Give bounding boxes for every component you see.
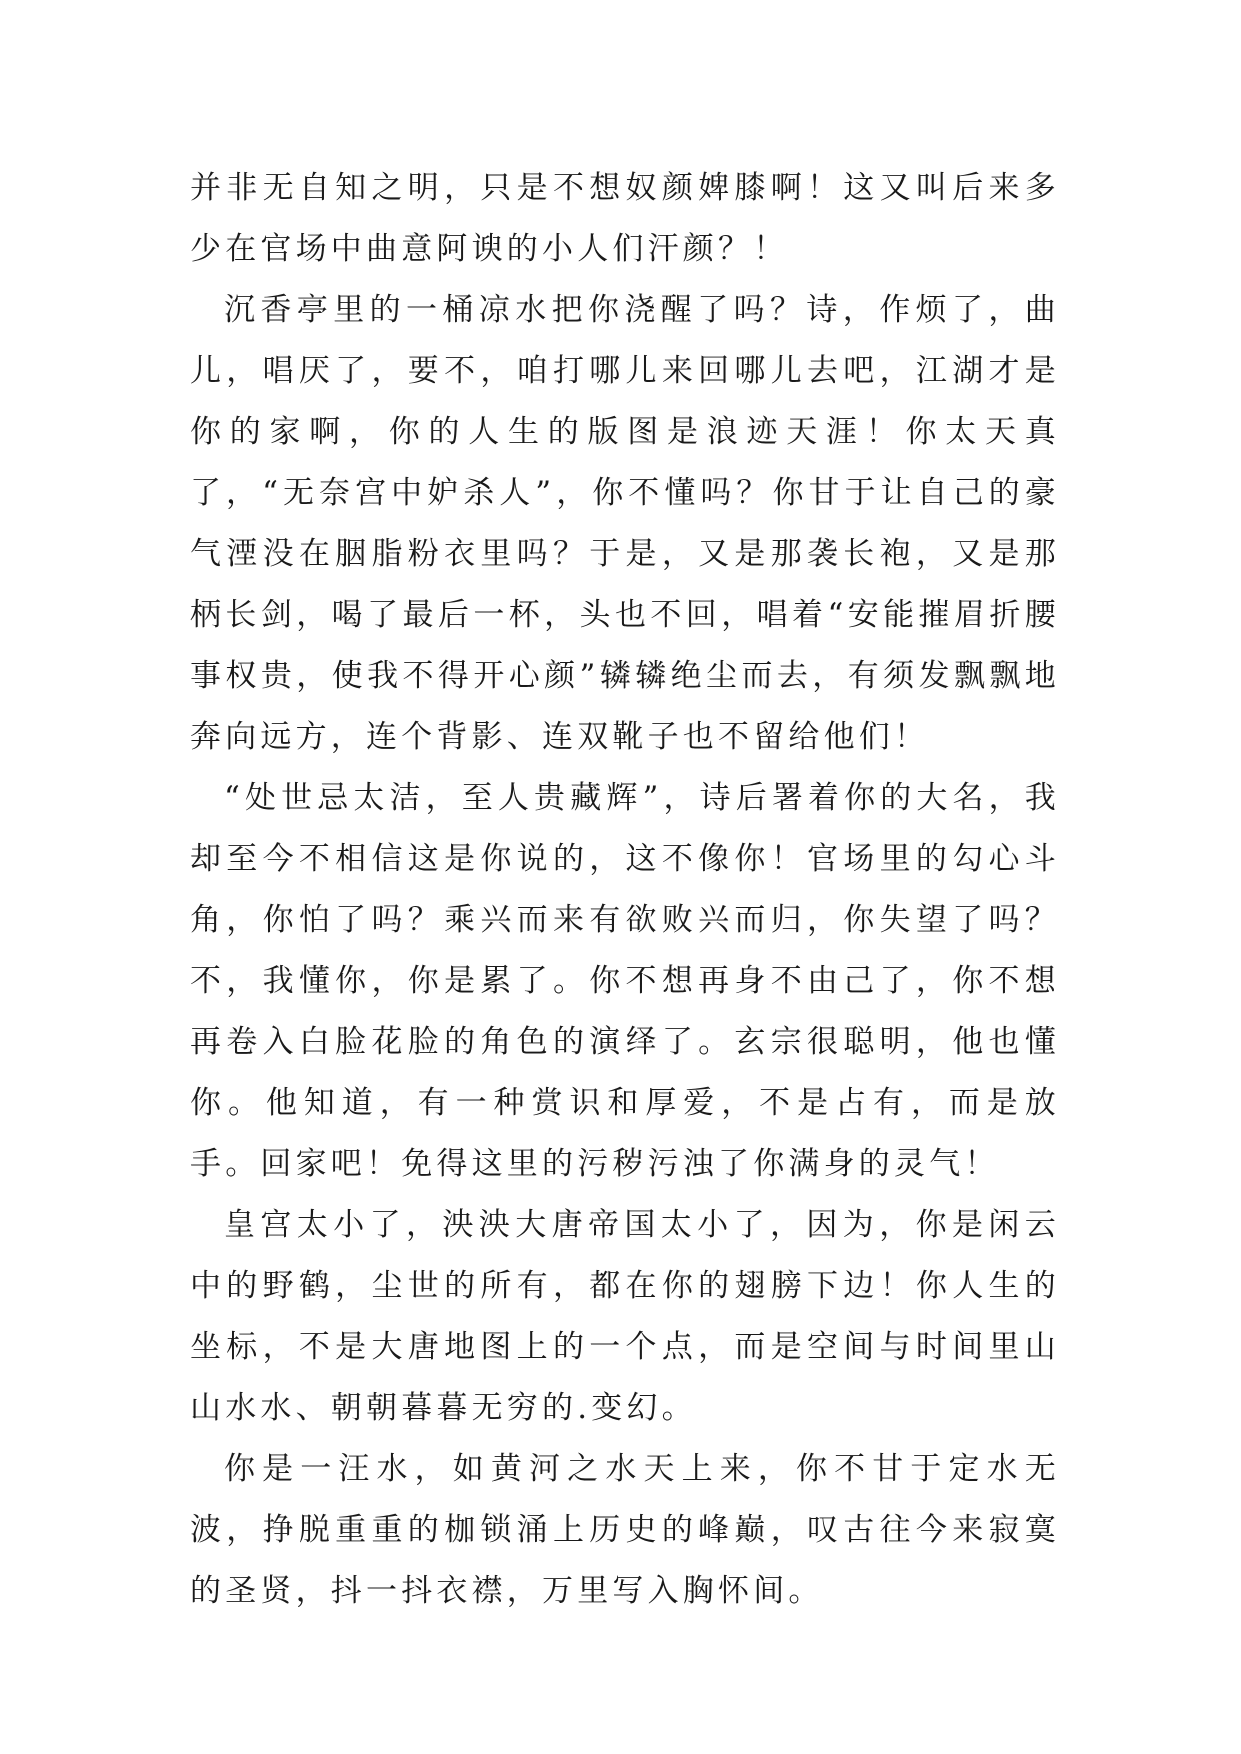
body-text	[190, 158, 1060, 1622]
paragraph-5: 你是一汪水，如黄河之水天上来，你不甘于定水无波，挣脱重重的枷锁涌上历史的峰巅，叹古往今来寂寞的圣贤，抖一抖衣襟，万里写入胸怀间。	[190, 1451, 1060, 1609]
paragraph-4: 皇宫太小了，泱泱大唐帝国太小了，因为，你是闲云中的野鹤，尘世的所有，都在你的翅膀下边！你人生的坐标，不是大唐地图上的一个点，而是空间与时间里山山水水、朝朝暮暮无穷的.变幻。	[190, 1207, 1060, 1426]
paragraph-1: 并非无自知之明，只是不想奴颜婢膝啊！这又叫后来多少在官场中曲意阿谀的小人们汗颜？！	[190, 170, 1060, 267]
paragraph-2: 沉香亭里的一桶凉水把你浇醒了吗？诗，作烦了，曲儿，唱厌了，要不，咱打哪儿来回哪儿去吧，江湖才是你的家啊，你的人生的版图是浪迹天涯！你太天真了，“无奈宫中妒杀人”，你不懂吗？你甘于让自己的豪气湮没在胭脂粉衣里吗？于是，又是那袭长袍，又是那柄长剑，喝了最后一杯，头也不回，唱着“安能摧眉折腰事权贵，使我不得开心颜”辚辚绝尘而去，有须发飘飘地奔向远方，连个背影、连双靴子也不留给他们！	[190, 292, 1060, 755]
paragraph-3: “处世忌太洁，至人贵藏辉”，诗后署着你的大名，我却至今不相信这是你说的，这不像你！官场里的勾心斗角，你怕了吗？乘兴而来有欲败兴而归，你失望了吗？不，我懂你，你是累了。你不想再身不由己了，你不想再卷入白脸花脸的角色的演绎了。玄宗很聪明，他也懂你。他知道，有一种赏识和厚爱，不是占有，而是放手。回家吧！免得这里的污秽污浊了你满身的灵气！	[190, 780, 1060, 1182]
